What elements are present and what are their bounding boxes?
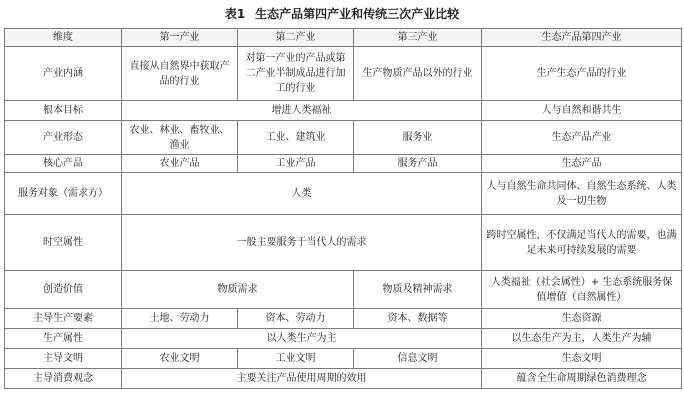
row-label: 主导生产要素 [5,309,122,329]
table-row [5,121,682,155]
comparison-table [4,28,682,389]
table-cell: 资本、数据等 [354,309,482,329]
table-cell-merged: 一般主要服务于当代人的需求 [122,215,482,271]
table-cell: 生态文明 [482,349,682,369]
row-label: 生产属性 [5,329,122,349]
row-label: 产业形态 [5,121,122,155]
table-cell: 土地、劳动力 [122,309,238,329]
table-cell: 信息文明 [354,349,482,369]
table-cell: 生产物质产品以外的行业 [354,47,482,101]
table-cell: 对第一产业的产品或第二产业半制成品进行加工的行业 [238,47,354,101]
table-header-row [5,29,682,47]
header-eco-industry: 生态产品第四产业 [482,29,682,47]
table-cell: 农业、林业、畜牧业、渔业 [122,121,238,155]
header-primary-industry: 第一产业 [122,29,238,47]
table-cell-merged: 物质需求 [122,271,354,309]
row-label: 产业内涵 [5,47,122,101]
row-label: 创造价值 [5,271,122,309]
table-cell: 直接从自然界中获取产品的行业 [122,47,238,101]
table-cell: 跨时空属性，不仅满足当代人的需要，也满足未来可持续发展的需要 [482,215,682,271]
row-label: 根本目标 [5,101,122,121]
table-row [5,329,682,349]
table-cell-merged: 主要关注产品使用周期的效用 [122,369,482,389]
header-dimension: 维度 [5,29,122,47]
table-cell: 工业文明 [238,349,354,369]
table-cell: 生态产品产业 [482,121,682,155]
table-cell: 人与自然生命共同体、自然生态系统、人类及一切生物 [482,173,682,215]
row-label: 主导消费观念 [5,369,122,389]
row-label: 服务对象（需求方） [5,173,122,215]
table-title-text: 生态产品第四产业和传统三次产业比较 [255,7,460,21]
table-cell: 农业文明 [122,349,238,369]
table-title [0,6,684,22]
table-row [5,369,682,389]
table-cell: 服务产品 [354,155,482,173]
table-cell: 生产生态产品的行业 [482,47,682,101]
table-cell-merged: 增进人类福祉 [122,101,482,121]
table-cell: 人与自然和谐共生 [482,101,682,121]
table-row [5,173,682,215]
table-number: 表1 [224,7,246,21]
table-cell-merged: 人类 [122,173,482,215]
table-cell-merged: 以人类生产为主 [122,329,482,349]
row-label: 核心产品 [5,155,122,173]
table-row [5,47,682,101]
table-row [5,155,682,173]
table-cell: 工业产品 [238,155,354,173]
table-cell: 资本、劳动力 [238,309,354,329]
table-cell: 以生态生产为主，人类生产为辅 [482,329,682,349]
table-cell: 蕴含全生命周期绿色消费理念 [482,369,682,389]
header-secondary-industry: 第二产业 [238,29,354,47]
table-cell: 服务业 [354,121,482,155]
table-row [5,271,682,309]
table-row [5,101,682,121]
table-cell: 生态资源 [482,309,682,329]
table-row [5,309,682,329]
table-row [5,349,682,369]
table-cell: 农业产品 [122,155,238,173]
table-cell: 工业、建筑业 [238,121,354,155]
row-label: 主导文明 [5,349,122,369]
header-tertiary-industry: 第三产业 [354,29,482,47]
table-cell: 物质及精神需求 [354,271,482,309]
table-cell: 生态产品 [482,155,682,173]
table-row [5,215,682,271]
row-label: 时空属性 [5,215,122,271]
table-cell: 人类福祉（社会属性）+ 生态系统服务保值增值（自然属性） [482,271,682,309]
